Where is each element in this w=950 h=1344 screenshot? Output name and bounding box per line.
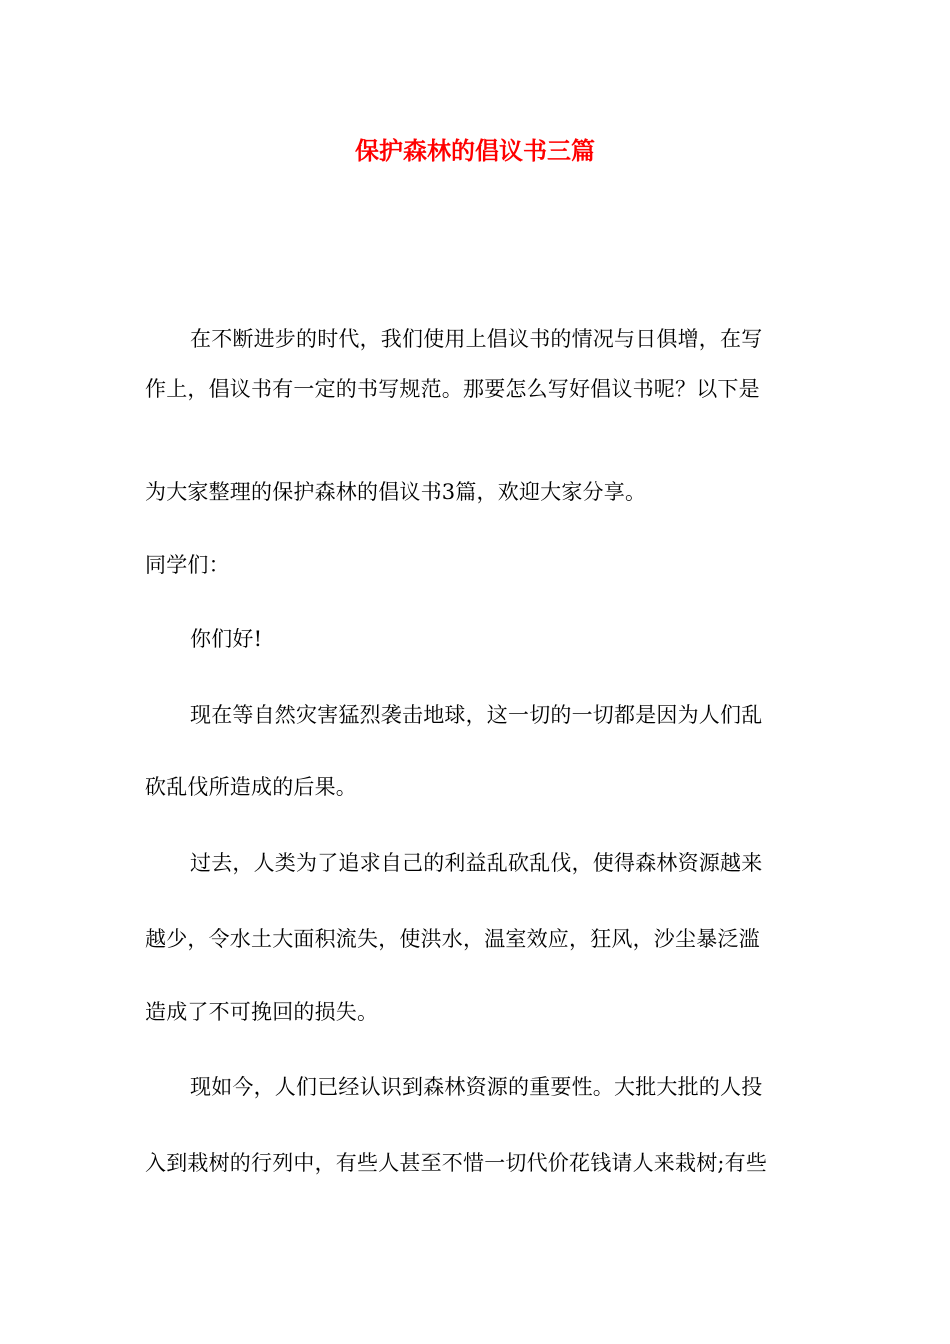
paragraph-line: 在不断进步的时代，我们使用上倡议书的情况与日俱增，在写 <box>190 327 763 351</box>
paragraph-line: 现如今，人们已经认识到森林资源的重要性。大批大批的人投 <box>190 1075 763 1099</box>
paragraph-line: 入到栽树的行列中，有些人甚至不惜一切代价花钱请人来栽树;有些 <box>145 1151 768 1175</box>
paragraph-line: 越少，令水土大面积流失，使洪水，温室效应，狂风，沙尘暴泛滥 <box>145 927 760 951</box>
paragraph-line: 过去，人类为了追求自己的利益乱砍乱伐，使得森林资源越来 <box>190 851 763 875</box>
paragraph-line: 作上，倡议书有一定的书写规范。那要怎么写好倡议书呢？以下是 <box>145 377 760 401</box>
paragraph-line: 现在等自然灾害猛烈袭击地球，这一切的一切都是因为人们乱 <box>190 703 763 727</box>
paragraph-line: 造成了不可挽回的损失。 <box>145 1000 379 1024</box>
greeting-line: 你们好! <box>190 627 263 651</box>
paragraph-line: 砍乱伐所造成的后果。 <box>145 775 357 799</box>
paragraph-line: 为大家整理的保护森林的倡议书3篇，欢迎大家分享。 <box>145 480 647 504</box>
salutation-line: 同学们： <box>145 553 230 577</box>
document-title: 保护森林的倡议书三篇 <box>355 137 595 165</box>
